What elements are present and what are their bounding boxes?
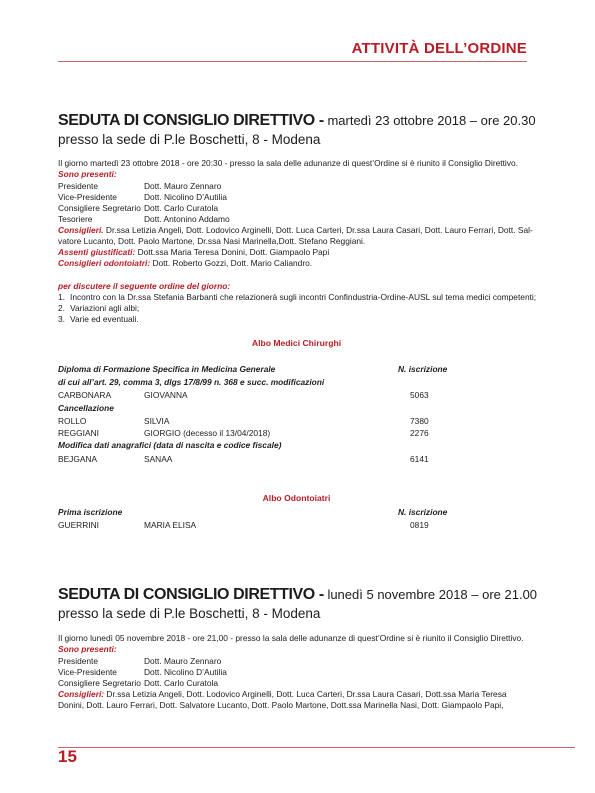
meeting-2-present-label: Sono presenti: — [58, 644, 117, 654]
modifica-text: Modifica dati anagrafici (data di nascita e codice fiscale) — [58, 440, 282, 450]
meeting-1-title-bold: SEDUTA DI CONSIGLIO DIRETTIVO - — [58, 112, 324, 129]
officer-role: Presidente — [58, 181, 99, 191]
header-divider — [58, 61, 527, 62]
consiglieri-label: Consiglieri. — [58, 225, 104, 235]
consiglieri-label: Consiglieri: — [58, 689, 105, 699]
officer-role: Consigliere Segretario — [58, 203, 141, 213]
meeting-1-location: presso la sede di P.le Boschetti, 8 - Modena — [58, 132, 321, 147]
meeting-2-intro: Il giorno lunedì 05 novembre 2018 - ore 21,00 - presso la sala delle adunanze di quest’Ordine si è riunito il Consiglio Direttivo. — [58, 633, 524, 643]
officer-name: Dott. Carlo Curatola — [144, 203, 219, 213]
odontoiatri-text: Dott. Roberto Gozzi, Dott. Mario Caliandro. — [150, 258, 313, 268]
section-header: ATTIVITÀ DELL’ORDINE — [351, 40, 527, 57]
assenti-label: Assenti giustificati: — [58, 247, 136, 257]
officer-name: Dott. Mauro Zennaro — [144, 656, 222, 666]
surname-cell: BEJGANA — [58, 454, 98, 464]
meeting-1-consiglieri-cont: vatore Lucanto, Dott. Paolo Martone, Dr.ssa Nasi Marinella,Dott. Stefano Reggiani. — [58, 236, 366, 246]
officer-name: Dott. Mauro Zennaro — [144, 181, 222, 191]
name-cell: SANAA — [144, 454, 173, 464]
meeting-1-present-label: Sono presenti: — [58, 169, 117, 179]
odontoiatri-label: Consiglieri odontoiatri: — [58, 258, 151, 268]
meeting-2-consiglieri — [58, 689, 507, 700]
consiglieri-text: Dr.ssa Letizia Angeli, Dott. Lodovico Arginelli, Dott. Luca Carteri, Dr.ssa Laura Casari, Dott.ssa Maria Teresa — [104, 689, 507, 699]
meeting-2-title-bold: SEDUTA DI CONSIGLIO DIRETTIVO - — [58, 586, 324, 603]
number-cell: 2276 — [410, 428, 429, 438]
number-cell: 0819 — [410, 520, 429, 530]
dicui-label: di cui all’art. 29, comma 3, dlgs 17/8/99 n. 368 e succ. modificazioni — [58, 377, 325, 387]
agenda-number: 3. — [58, 314, 65, 324]
officer-name: Dott. Nicolino D’Autilia — [144, 192, 227, 202]
number-cell: 7380 — [410, 416, 429, 426]
consiglieri-text: Dr.ssa Letizia Angeli, Dott. Lodovico Arginelli, Dott. Luca Carteri, Dr.ssa Laura Casari, Dott. Lauro Ferrari, Dott. Sal- — [103, 225, 533, 235]
officer-role: Tesoriere — [58, 214, 93, 224]
meeting-2-title-date: lunedì 5 novembre 2018 – ore 21.00 — [323, 587, 538, 602]
officer-name: Dott. Carlo Curatola — [144, 678, 219, 688]
diploma-label: Diploma di Formazione Specifica in Medicina Generale — [58, 364, 276, 374]
meeting-1-consiglieri — [58, 225, 533, 236]
iscrizione-header: N. iscrizione — [398, 364, 448, 374]
officer-role: Presidente — [58, 656, 99, 666]
name-cell: MARIA ELISA — [144, 520, 197, 530]
meeting-1-intro: Il giorno martedì 23 ottobre 2018 - ore 20:30 - presso la sala delle adunanze di quest’Ordine si è riunito il Consiglio Direttivo. — [58, 158, 518, 168]
officer-name: Dott. Nicolino D’Autilia — [144, 667, 227, 677]
number-cell: 5063 — [410, 390, 429, 400]
name-cell: SILVIA — [144, 416, 170, 426]
prima-iscrizione-label: Prima iscrizione — [58, 507, 123, 517]
number-cell: 6141 — [410, 454, 429, 464]
iscrizione-header: N. iscrizione — [398, 507, 448, 517]
surname-cell: ROLLO — [58, 416, 87, 426]
meeting-2-consiglieri-cont: Donini, Dott. Lauro Ferrari, Dott. Salvatore Lucanto, Dott. Paolo Martone, Dott.ssa Marinella Nasi, Dott. Giampaolo Papi, — [58, 700, 504, 710]
cancellazione-text: Cancellazione — [58, 403, 114, 413]
surname-cell: CARBONARA — [58, 390, 112, 400]
albo-medici-title: Albo Medici Chirurghi — [251, 338, 342, 348]
name-cell: GIORGIO (decesso il 13/04/2018) — [144, 428, 271, 438]
albo-odonto-title: Albo Odontoiatri — [262, 493, 331, 503]
name-cell: GIOVANNA — [144, 390, 188, 400]
footer-divider — [58, 747, 575, 748]
agenda-number: 2. — [58, 303, 65, 313]
assenti-text: Dott.ssa Maria Teresa Donini, Dott. Giampaolo Papi — [135, 247, 330, 257]
meeting-1-assenti — [58, 247, 329, 258]
agenda-text: Variazioni agli albi; — [70, 303, 140, 313]
agenda-text: Incontro con la Dr.ssa Stefania Barbanti che relazionerà sugli incontri Confindustria-Ordine-AUSL sul tema medici competenti; — [70, 292, 537, 302]
officer-role: Consigliere Segretario — [58, 678, 141, 688]
meeting-2-title — [58, 585, 537, 605]
surname-cell: REGGIANI — [58, 428, 99, 438]
meeting-1-odontoiatri — [58, 258, 312, 269]
page-number: 15 — [58, 747, 77, 766]
surname-cell: GUERRINI — [58, 520, 99, 530]
agenda-label: per discutere il seguente ordine del giorno: — [58, 281, 231, 291]
meeting-2-location: presso la sede di P.le Boschetti, 8 - Modena — [58, 606, 321, 621]
agenda-number: 1. — [58, 292, 65, 302]
officer-role: Vice-Presidente — [58, 667, 117, 677]
agenda-text: Varie ed eventuali. — [70, 314, 139, 324]
officer-role: Vice-Presidente — [58, 192, 117, 202]
meeting-1-title-date: martedì 23 ottobre 2018 – ore 20.30 — [323, 113, 536, 128]
meeting-1-title — [58, 111, 536, 131]
officer-name: Dott. Antonino Addamo — [144, 214, 230, 224]
